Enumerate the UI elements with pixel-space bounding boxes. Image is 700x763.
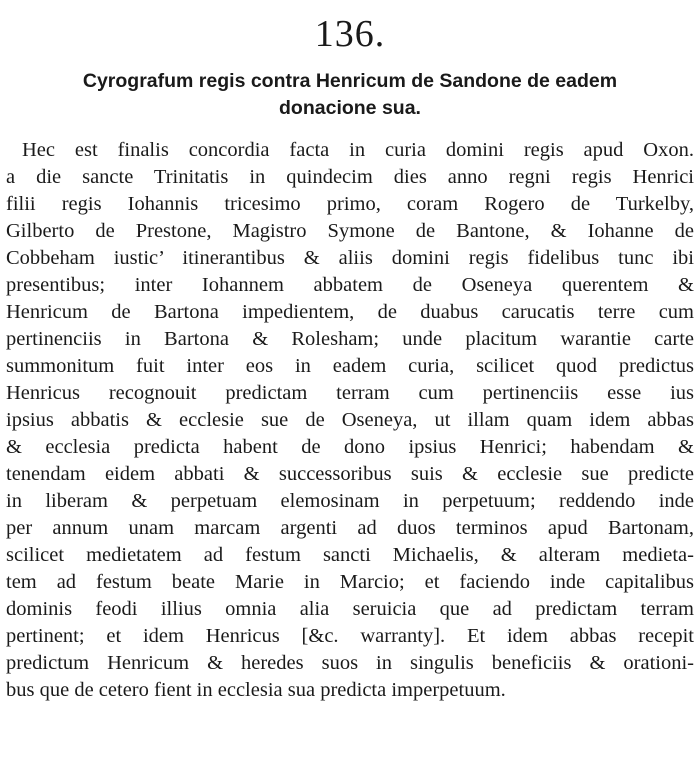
body-line: presentibus; inter Iohannem abbatem de Oseneya querentem & xyxy=(6,274,694,296)
body-line: bus que de cetero fient in ecclesia sua predicta imperpetuum. xyxy=(6,679,506,701)
body-line: Hec est finalis concordia facta in curia domini regis apud Oxon. xyxy=(22,139,694,161)
body-line: ipsius abbatis & ecclesie sue de Oseneya, ut illam quam idem abbas xyxy=(6,409,694,431)
body-line: a die sancte Trinitatis in quindecim dies anno regni regis Henrici xyxy=(6,166,694,188)
body-line: scilicet medietatem ad festum sancti Michaelis, & alteram medieta- xyxy=(6,544,694,566)
charter-title-line-1: Cyrografum regis contra Henricum de Sandone de eadem xyxy=(82,70,618,92)
body-line: dominis feodi illius omnia alia seruicia que ad predictam terram xyxy=(6,598,694,620)
body-line: pertinent; et idem Henricus [&c. warranty]. Et idem abbas recepit xyxy=(6,625,694,647)
body-line: summonitum fuit inter eos in eadem curia, scilicet quod predictus xyxy=(6,355,694,377)
body-line: filii regis Iohannis tricesimo primo, coram Rogero de Turkelby, xyxy=(6,193,694,215)
body-line: predictum Henricum & heredes suos in singulis beneficiis & orationi- xyxy=(6,652,694,674)
body-line: Gilberto de Prestone, Magistro Symone de Bantone, & Iohanne de xyxy=(6,220,694,242)
body-line: pertinenciis in Bartona & Rolesham; unde placitum warantie carte xyxy=(6,328,694,350)
charter-number: 136. xyxy=(314,13,386,55)
body-line: Cobbeham iustic’ itinerantibus & aliis domini regis fidelibus tunc ibi xyxy=(6,247,694,269)
charter-title xyxy=(0,68,700,122)
body-line: & ecclesia predicta habent de dono ipsius Henrici; habendam & xyxy=(6,436,694,458)
body-line: Henricus recognouit predictam terram cum pertinenciis esse ius xyxy=(6,382,694,404)
body-line: tem ad festum beate Marie in Marcio; et faciendo inde capitalibus xyxy=(6,571,694,593)
body-line: per annum unam marcam argenti ad duos terminos apud Bartonam, xyxy=(6,517,694,539)
body-line: in liberam & perpetuam elemosinam in perpetuum; reddendo inde xyxy=(6,490,694,512)
charter-body xyxy=(6,137,694,704)
body-line: tenendam eidem abbati & successoribus suis & ecclesie sue predicte xyxy=(6,463,694,485)
charter-title-line-2: donacione sua. xyxy=(279,97,421,119)
body-line: Henricum de Bartona impedientem, de duabus carucatis terre cum xyxy=(6,301,694,323)
